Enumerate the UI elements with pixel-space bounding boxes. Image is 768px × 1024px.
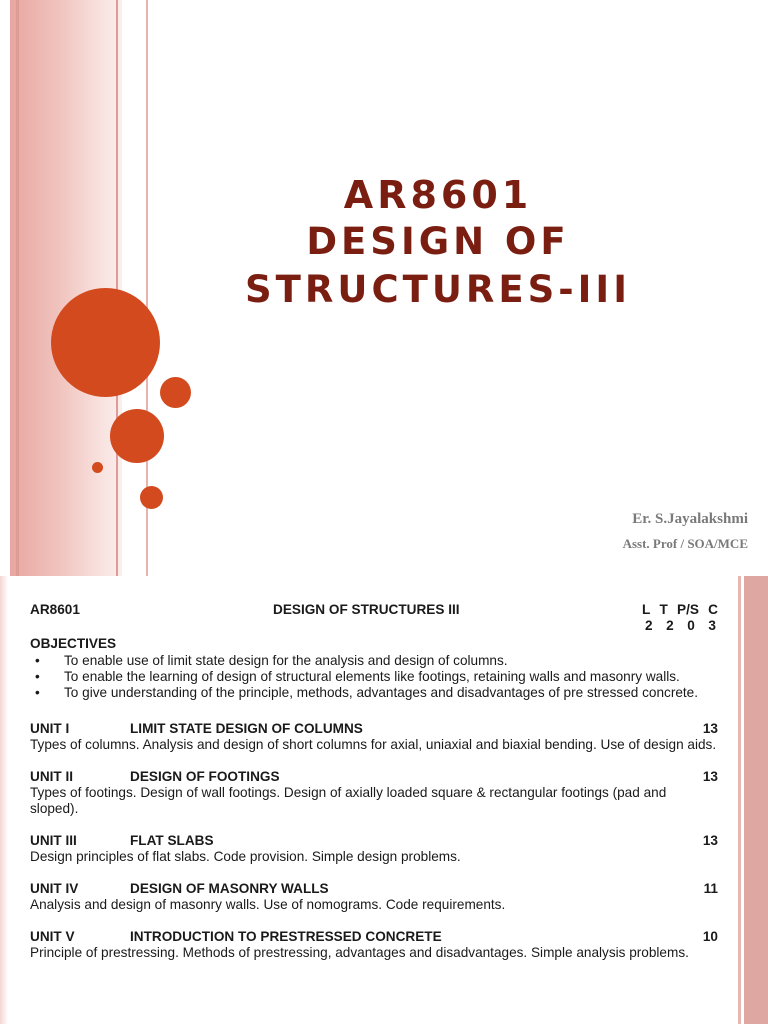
unit-heading [30,881,718,897]
unit-hours: 13 [702,833,718,848]
author-block [623,508,748,555]
decorative-stripe-line [16,0,19,576]
unit-description: Types of columns. Analysis and design of short columns for axial, uniaxial and biaxial bending. Use of design aids. [30,737,717,752]
decorative-circle-small [160,377,191,408]
unit-label: UNIT III [30,833,77,848]
credit-value: 3 [708,618,716,633]
decorative-stripe-line [116,0,118,576]
decorative-circle-small [140,486,163,509]
unit-label: UNIT V [30,929,75,944]
unit-title: DESIGN OF FOOTINGS [130,769,280,784]
unit-hours: 13 [702,769,718,784]
syllabus-course-title: DESIGN OF STRUCTURES III [273,602,460,617]
unit-description: Design principles of flat slabs. Code provision. Simple design problems. [30,849,461,864]
credit-label: P/S [677,602,699,617]
credit-label: C [708,602,718,617]
credit-label: L [642,602,651,617]
credit-value: 2 [645,618,653,633]
unit-heading [30,929,718,945]
unit-title: DESIGN OF MASONRY WALLS [130,881,329,896]
decorative-circle-medium [110,409,164,463]
unit-title: INTRODUCTION TO PRESTRESSED CONCRETE [130,929,442,944]
course-code: AR8601 [343,173,533,217]
unit-heading [30,721,718,737]
unit-section [30,769,718,817]
credit-value: 0 [687,618,695,633]
page-edge [0,576,8,1024]
unit-section [30,881,718,913]
author-name: Er. S.Jayalakshmi [632,511,748,527]
unit-title: LIMIT STATE DESIGN OF COLUMNS [130,721,363,736]
unit-title: FLAT SLABS [130,833,214,848]
syllabus-course-code: AR8601 [30,602,80,617]
unit-description: Types of footings. Design of wall footings. Design of axially loaded square & rectangular footings (pad and sloped). [30,785,667,816]
decorative-circle-tiny [92,462,103,473]
unit-hours: 10 [702,929,718,944]
unit-section [30,721,718,753]
decorative-stripe-line [738,576,741,1024]
unit-description: Analysis and design of masonry walls. Use of nomograms. Code requirements. [30,897,506,912]
unit-section [30,929,718,961]
course-title: DESIGN OF STRUCTURES-III [245,220,631,311]
unit-hours: 11 [703,881,718,896]
unit-heading [30,769,718,785]
unit-section [30,833,718,865]
objectives-list [30,653,718,701]
syllabus-header [30,602,718,634]
syllabus-document [30,602,718,961]
credit-table [642,602,718,634]
unit-label: UNIT I [30,721,70,736]
credit-label: T [659,602,668,617]
syllabus-slide [0,576,768,1024]
author-role: Asst. Prof / SOA/MCE [622,536,748,551]
unit-label: UNIT II [30,769,74,784]
unit-heading [30,833,718,849]
unit-description: Principle of prestressing. Methods of prestressing, advantages and disadvantages. Simple analysis problems. [30,945,689,960]
unit-label: UNIT IV [30,881,79,896]
objectives-heading: OBJECTIVES [30,636,117,651]
objective-item: • To enable use of limit state design for the analysis and design of columns. [30,653,718,669]
objective-item: • To give understanding of the principle, methods, advantages and disadvantages of pre stressed concrete. [30,685,718,701]
slide-title [140,172,736,314]
decorative-stripe-band [744,576,768,1024]
credit-labels [642,602,718,618]
unit-hours: 13 [702,721,718,736]
credit-value: 2 [666,618,674,633]
credit-values [642,618,718,634]
objective-item: • To enable the learning of design of structural elements like footings, retaining walls and masonry walls. [30,669,718,685]
